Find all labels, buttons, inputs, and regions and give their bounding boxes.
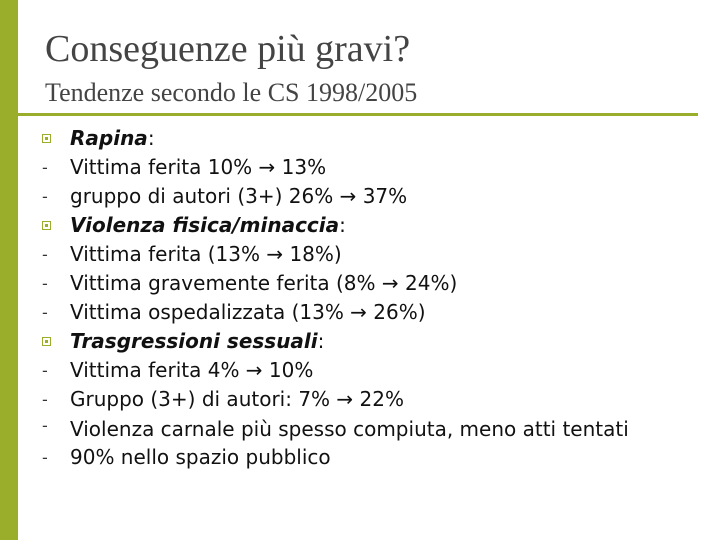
slide-subtitle: Tendenze secondo le CS 1998/2005 bbox=[45, 78, 418, 107]
section-heading bbox=[42, 327, 702, 356]
title-divider bbox=[18, 113, 698, 116]
square-bullet-icon bbox=[42, 337, 51, 346]
section-heading-colon: : bbox=[317, 329, 325, 353]
section-heading-label: Rapina bbox=[70, 126, 148, 150]
dash-marker: - bbox=[42, 158, 48, 177]
list-item bbox=[42, 385, 702, 414]
list-item-text: Violenza carnale più spesso compiuta, meno atti tentati bbox=[70, 417, 629, 441]
list-item bbox=[42, 414, 702, 443]
dash-marker: - bbox=[42, 187, 48, 206]
list-item-text: Vittima ospedalizzata (13% → 26%) bbox=[70, 300, 426, 324]
dash-marker: - bbox=[42, 303, 48, 322]
dash-marker: - bbox=[42, 274, 48, 293]
section-heading-label: Trasgressioni sessuali bbox=[70, 329, 318, 353]
square-bullet-icon bbox=[42, 221, 51, 230]
bullet-list bbox=[42, 124, 702, 472]
section-heading bbox=[42, 211, 702, 240]
list-item-text: Vittima ferita (13% → 18%) bbox=[70, 242, 342, 266]
list-item bbox=[42, 298, 702, 327]
section-heading-colon: : bbox=[339, 213, 346, 237]
dash-marker: - bbox=[42, 416, 48, 435]
section-heading-colon: : bbox=[147, 126, 155, 150]
slide-title: Conseguenze più gravi? bbox=[45, 28, 411, 70]
list-item bbox=[42, 356, 702, 385]
square-bullet-icon bbox=[42, 134, 51, 143]
dash-marker: - bbox=[42, 448, 48, 467]
list-item-text: 90% nello spazio pubblico bbox=[70, 445, 331, 469]
list-item bbox=[42, 443, 702, 472]
section-heading bbox=[42, 124, 702, 153]
list-item-text: Vittima ferita 4% → 10% bbox=[70, 358, 314, 382]
list-item-text: Vittima gravemente ferita (8% → 24%) bbox=[70, 271, 458, 295]
dash-marker: - bbox=[42, 390, 48, 409]
dash-marker: - bbox=[42, 245, 48, 264]
dash-marker: - bbox=[42, 361, 48, 380]
list-item-text: Vittima ferita 10% → 13% bbox=[70, 155, 327, 179]
list-item-text: gruppo di autori (3+) 26% → 37% bbox=[70, 184, 408, 208]
list-item bbox=[42, 182, 702, 211]
list-item bbox=[42, 153, 702, 182]
left-accent-bar bbox=[0, 0, 18, 540]
list-item bbox=[42, 269, 702, 298]
list-item-text: Gruppo (3+) di autori: 7% → 22% bbox=[70, 387, 404, 411]
list-item bbox=[42, 240, 702, 269]
section-heading-label: Violenza fisica/minaccia bbox=[70, 213, 340, 237]
